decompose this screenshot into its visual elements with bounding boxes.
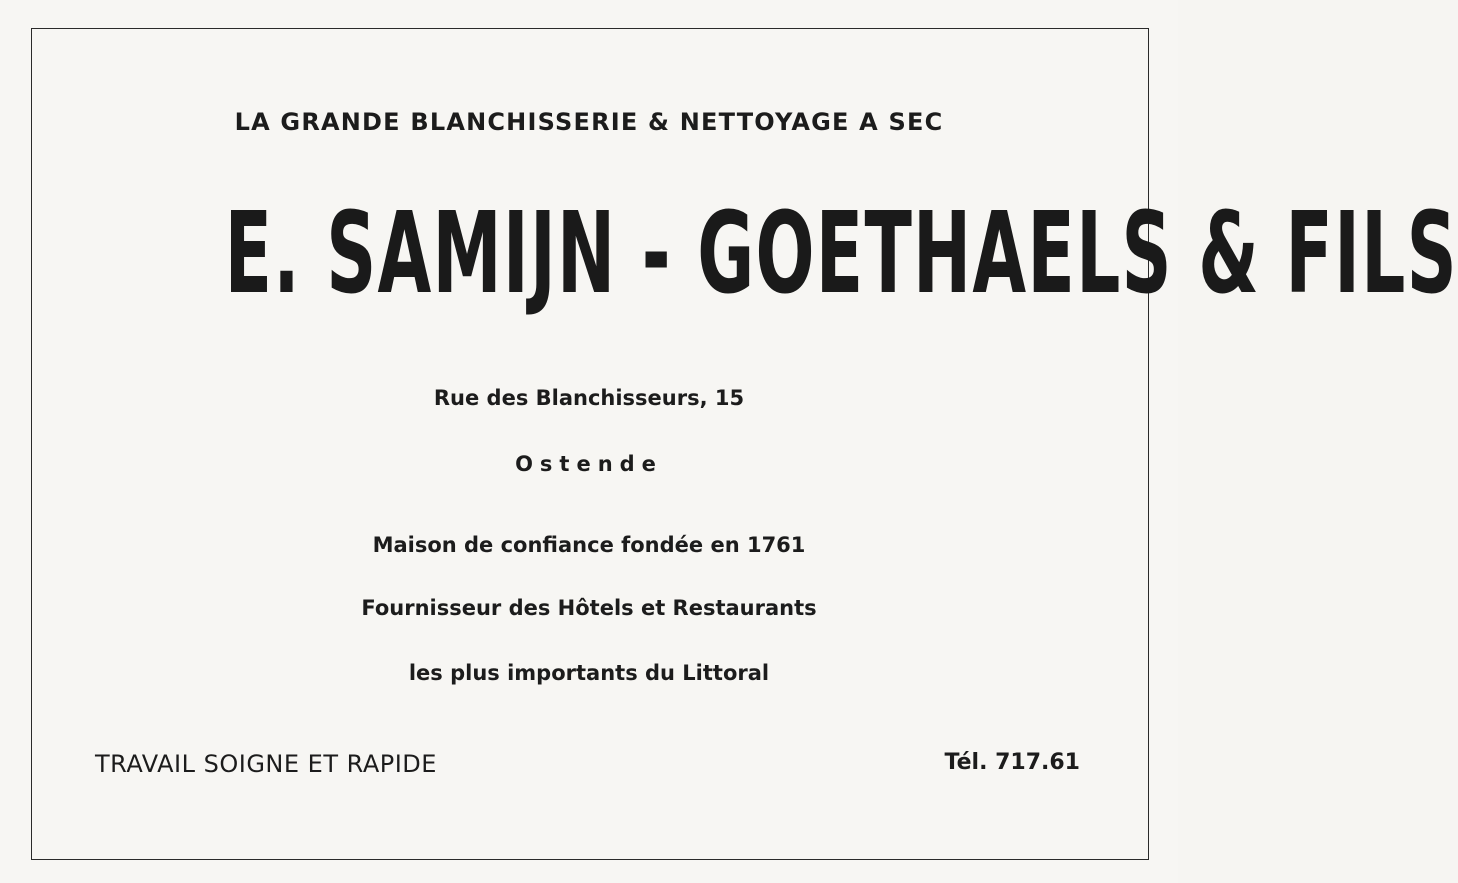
slogan: TRAVAIL SOIGNE ET RAPIDE	[95, 750, 437, 778]
founded-line: Maison de confiance fondée en 1761	[372, 533, 806, 557]
city: Ostende	[515, 452, 663, 476]
supplier-line-continued: les plus importants du Littoral	[408, 661, 770, 685]
phone-number: Tél. 717.61	[944, 750, 1080, 775]
company-name: E. SAMIJN - GOETHAELS & FILS	[224, 189, 1458, 319]
border-frame	[31, 28, 1458, 860]
address: Rue des Blanchisseurs, 15	[433, 386, 745, 410]
tagline: LA GRANDE BLANCHISSERIE & NETTOYAGE A SEC	[234, 108, 944, 136]
supplier-line: Fournisseur des Hôtels et Restaurants	[361, 596, 817, 620]
